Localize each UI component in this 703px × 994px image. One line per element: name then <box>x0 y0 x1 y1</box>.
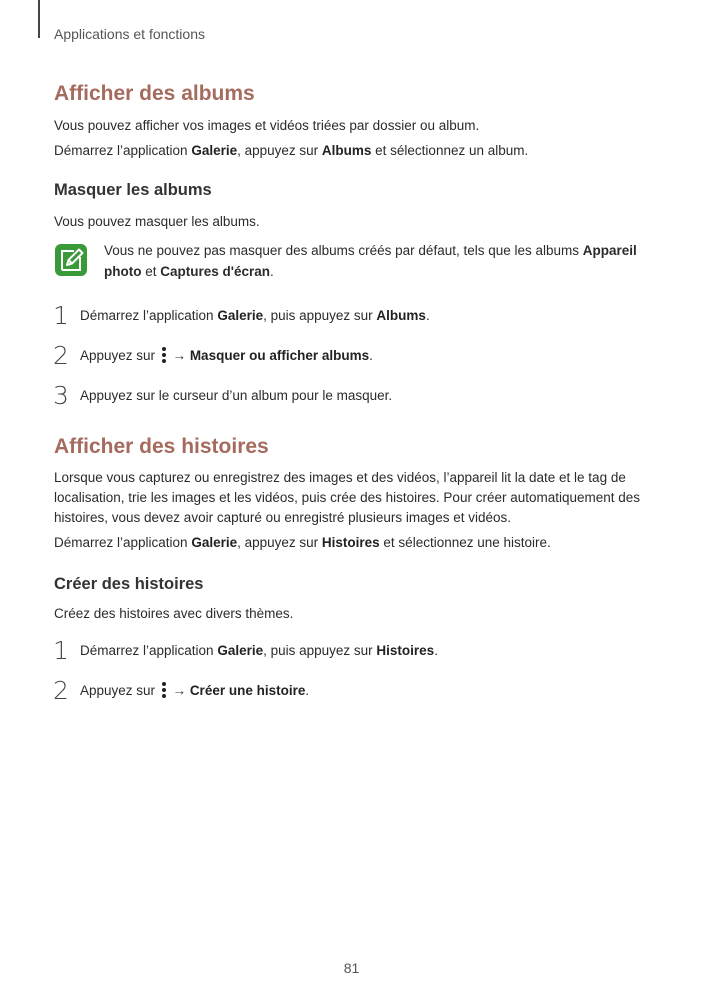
create-intro: Créez des histoires avec divers thèmes. <box>54 606 294 621</box>
step-text: Démarrez l’application Galerie, puis appuyez sur Albums. <box>80 308 430 323</box>
albums-intro: Vous pouvez afficher vos images et vidéos triées par dossier ou album. <box>54 118 480 133</box>
step-number: 2 <box>53 341 69 370</box>
create-title: Créer des histoires <box>54 575 204 593</box>
stories-title: Afficher des histoires <box>54 435 269 458</box>
step-text: Appuyez sur → Masquer ou afficher albums. <box>80 348 373 363</box>
hide-title: Masquer les albums <box>54 181 212 199</box>
step-text: Démarrez l’application Galerie, puis appuyez sur Histoires. <box>80 643 438 658</box>
header-rule <box>38 0 40 38</box>
more-options-icon <box>161 682 167 699</box>
more-options-icon <box>161 347 167 364</box>
hide-note: Vous ne pouvez pas masquer des albums créés par défaut, tels que les albums Appareil photo et Captures d'écran. <box>104 243 637 279</box>
stories-launch: Démarrez l’application Galerie, appuyez sur Histoires et sélectionnez une histoire. <box>54 535 551 550</box>
albums-launch: Démarrez l’application Galerie, appuyez sur Albums et sélectionnez un album. <box>54 143 529 158</box>
step-number: 1 <box>53 301 69 330</box>
step-number: 1 <box>53 636 69 665</box>
albums-title: Afficher des albums <box>54 82 255 105</box>
stories-intro: Lorsque vous capturez ou enregistrez des images et des vidéos, l’appareil lit la date et le tag de localisation, trie les images et les vidéos, puis crée des histoires. Pour créer automatiquement des histoires, vous devez avoir capturé ou enregistré plusieurs images et vidéos. <box>54 470 641 525</box>
step-number: 3 <box>53 381 69 410</box>
page-number: 81 <box>343 960 360 976</box>
section-header: Applications et fonctions <box>54 26 205 42</box>
step-number: 2 <box>53 676 69 705</box>
step-text: Appuyez sur le curseur d’un album pour le masquer. <box>80 388 393 403</box>
step-text: Appuyez sur → Créer une histoire. <box>80 683 310 698</box>
hide-intro: Vous pouvez masquer les albums. <box>54 214 260 229</box>
note-pencil-icon <box>54 243 88 277</box>
